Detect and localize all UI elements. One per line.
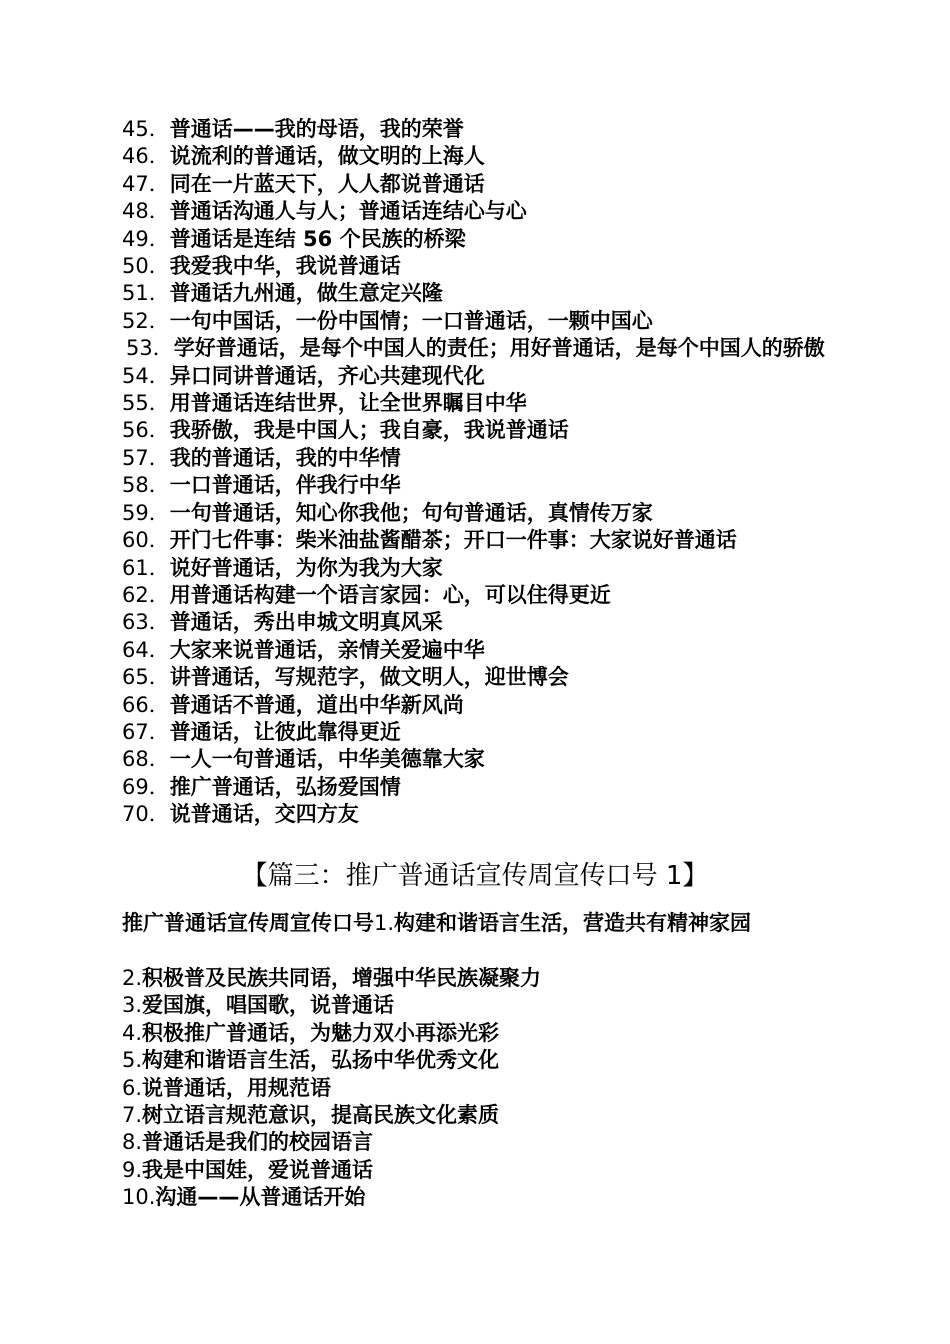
- item-number: 55．: [122, 391, 170, 416]
- list-item: [118, 253, 830, 280]
- list-item: [118, 555, 830, 582]
- item-number: 2.: [122, 966, 143, 990]
- list-item: [118, 363, 830, 390]
- list-item: [118, 280, 830, 307]
- item-text: 一人一句普通话，中华美德靠大家: [169, 747, 485, 772]
- item-text: 一句中国话，一份中国情；一口普通话，一颗中国心: [169, 308, 653, 333]
- item-number: 58．: [122, 473, 170, 498]
- item-number: 56．: [122, 418, 170, 443]
- item-number: 46．: [122, 144, 170, 169]
- item-number: 63．: [122, 610, 170, 635]
- section-title: 【篇三：推广普通话宣传周宣传口号 1】: [241, 861, 709, 891]
- item-text: 大家来说普通话，亲情关爱遍中华: [169, 637, 485, 662]
- item-text: 开门七件事：柴米油盐酱醋茶；开口一件事：大家说好普通话: [169, 528, 737, 553]
- item-text: 普通话，让彼此靠得更近: [169, 719, 401, 744]
- list-item: [118, 445, 830, 472]
- item-text: 推广普通话，弘扬爱国情: [169, 774, 401, 799]
- item-text: 说普通话，交四方友: [169, 802, 359, 827]
- list-item: [118, 1102, 830, 1129]
- item-text: 一句普通话，知心你我他；句句普通话，真情传万家: [169, 500, 653, 525]
- item-text: 同在一片蓝天下，人人都说普通话: [169, 171, 485, 196]
- item-text: 说好普通话，为你为我为大家: [169, 555, 443, 580]
- list-item: [118, 637, 830, 664]
- list-item: [118, 1129, 830, 1156]
- list-item: [118, 609, 830, 636]
- item-number: 5.: [122, 1048, 143, 1073]
- item-number: 6.: [122, 1075, 143, 1100]
- item-text: 构建和谐语言生活，弘扬中华优秀文化: [142, 1048, 500, 1073]
- item-number: 67．: [122, 719, 170, 744]
- intro-text: 构建和谐语言生活，营造共有精神家园: [394, 911, 752, 935]
- item-text: 积极普及民族共同语，增强中华民族凝聚力: [142, 966, 542, 990]
- item-text: 我爱我中华，我说普通话: [169, 254, 401, 279]
- list-item: [118, 664, 830, 691]
- item-number: 49．: [122, 226, 170, 251]
- item-number: 60．: [122, 528, 170, 553]
- item-text: 说流利的普通话，做文明的上海人: [169, 144, 485, 169]
- item-number: 9.: [122, 1157, 143, 1182]
- list-item: [118, 335, 830, 362]
- list-item: [118, 582, 830, 609]
- item-number: 3.: [122, 993, 143, 1018]
- item-text: 普通话，秀出申城文明真风采: [169, 610, 443, 635]
- item-text: 普通话九州通，做生意定兴隆: [169, 281, 443, 306]
- list-item: [118, 692, 830, 719]
- item-number: 48．: [122, 199, 170, 224]
- item-number: 47．: [122, 171, 170, 196]
- list-item: [118, 143, 830, 170]
- list-item: [118, 774, 830, 801]
- item-number: 66．: [122, 692, 170, 717]
- list-item: [118, 1047, 830, 1074]
- list-item: [118, 171, 830, 198]
- item-number: 50．: [122, 254, 170, 279]
- list-item: [118, 1184, 830, 1211]
- list-item: [118, 1020, 830, 1047]
- item-text: 我是中国娃，爱说普通话: [142, 1157, 374, 1182]
- item-number: 1.: [374, 911, 395, 935]
- item-text: 讲普通话，写规范字，做文明人，迎世博会: [169, 665, 569, 690]
- item-number: 10.: [122, 1185, 156, 1210]
- item-text: 异口同讲普通话，齐心共建现代化: [169, 363, 485, 388]
- list-item: [118, 116, 830, 143]
- item-text: 积极推广普通话，为魅力双小再添光彩: [142, 1020, 500, 1045]
- item-number: 61．: [122, 555, 170, 580]
- list-item: [118, 226, 830, 253]
- item-number: 65．: [122, 665, 170, 690]
- item-text: 普通话是连结 56 个民族的桥梁: [169, 226, 466, 251]
- list-item: [118, 308, 830, 335]
- item-number: 62．: [122, 582, 170, 607]
- item-number: 8.: [122, 1130, 143, 1155]
- list-item: [118, 198, 830, 225]
- item-text: 树立语言规范意识，提高民族文化素质: [142, 1103, 500, 1128]
- list-item: [118, 472, 830, 499]
- item-number: 4.: [122, 1020, 143, 1045]
- item-text: 沟通——从普通话开始: [155, 1185, 366, 1210]
- item-number: 51．: [122, 281, 170, 306]
- item-number: 7.: [122, 1103, 143, 1128]
- list-item: [118, 390, 830, 417]
- list-item: [118, 500, 830, 527]
- item-number: 45．: [122, 117, 170, 141]
- list-item: [118, 719, 830, 746]
- item-number: 70．: [122, 802, 170, 827]
- slogan-list-part-two: [118, 116, 830, 829]
- item-text: 一口普通话，伴我行中华: [169, 473, 401, 498]
- list-item: [118, 1157, 830, 1184]
- item-number: 59．: [122, 500, 170, 525]
- item-text: 普通话是我们的校园语言: [142, 1130, 374, 1155]
- item-number: 68．: [122, 747, 170, 772]
- list-item: [118, 992, 830, 1019]
- item-text: 用普通话连结世界，让全世界瞩目中华: [169, 391, 527, 416]
- item-text: 普通话不普通，道出中华新风尚: [169, 692, 464, 717]
- item-number: 54．: [122, 363, 170, 388]
- list-item: [118, 417, 830, 444]
- slogan-list-part-three: [118, 965, 830, 1212]
- item-text: 普通话沟通人与人；普通话连结心与心: [169, 199, 527, 224]
- list-item: [118, 801, 830, 828]
- list-item: [118, 965, 830, 992]
- intro-lead: 推广普通话宣传周宣传口号: [122, 911, 374, 935]
- item-text: 普通话——我的母语，我的荣誉: [169, 117, 464, 141]
- item-text: 用普通话构建一个语言家园：心，可以住得更近: [169, 582, 611, 607]
- item-number: 52．: [122, 308, 170, 333]
- list-item: [118, 1075, 830, 1102]
- item-number: 57．: [122, 445, 170, 470]
- list-item: [118, 746, 830, 773]
- item-text: 说普通话，用规范语: [142, 1075, 332, 1100]
- item-number: 64．: [122, 637, 170, 662]
- item-text: 爱国旗，唱国歌，说普通话: [142, 993, 395, 1018]
- item-text: 我的普通话，我的中华情: [169, 445, 401, 470]
- item-text: 学好普通话，是每个中国人的责任；用好普通话，是每个中国人的骄傲: [173, 336, 825, 361]
- list-item: [118, 527, 830, 554]
- item-number: 69．: [122, 774, 170, 799]
- item-text: 我骄傲，我是中国人；我自豪，我说普通话: [169, 418, 569, 443]
- section-intro: [118, 910, 830, 937]
- item-number: 53．: [126, 336, 174, 361]
